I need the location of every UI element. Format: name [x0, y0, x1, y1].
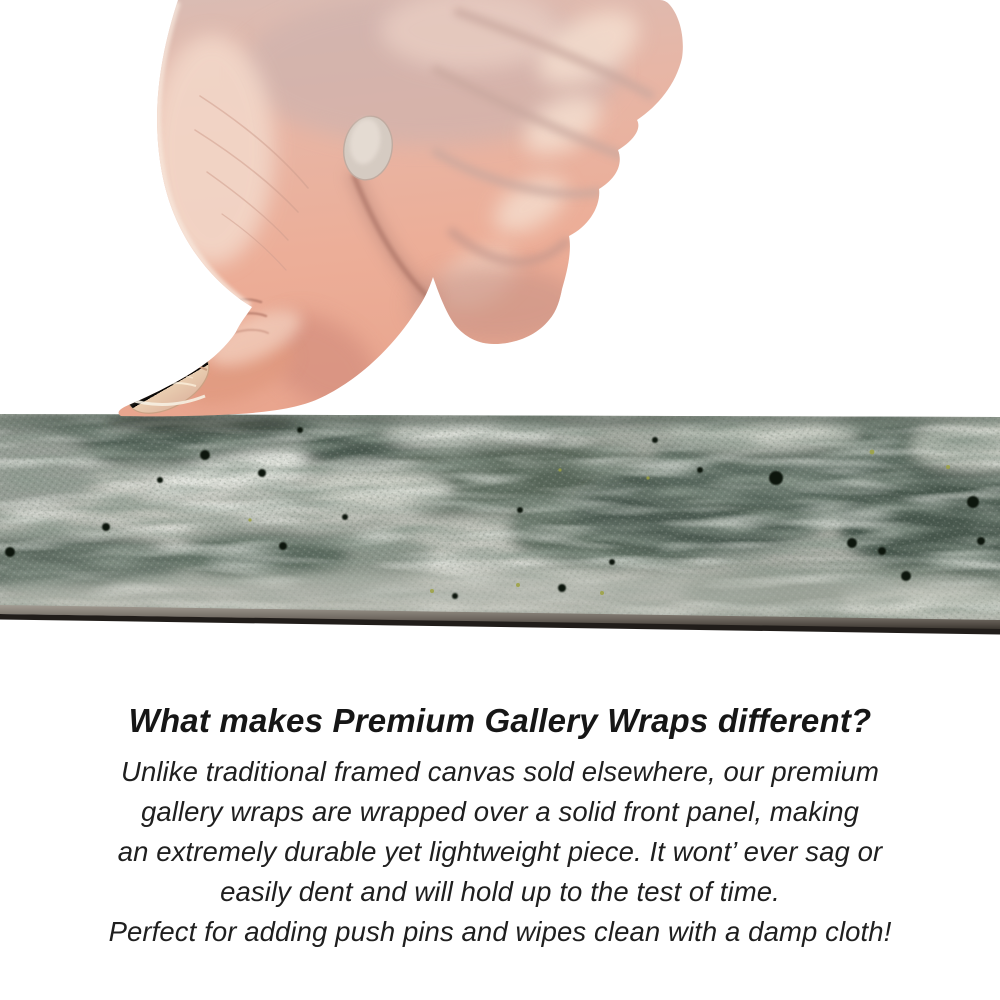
body-line: Perfect for adding push pins and wipes clean with a damp cloth! — [108, 916, 892, 947]
body-line: easily dent and will hold up to the test of time. — [220, 876, 780, 907]
thumb-contact-shadow — [105, 415, 295, 433]
marketing-copy — [0, 700, 1000, 952]
canvas-texture — [0, 410, 1000, 625]
body-line: an extremely durable yet lightweight piece. It wont’ ever sag or — [117, 836, 883, 867]
canvas-strip — [0, 410, 1000, 635]
hand-photo — [117, 0, 683, 430]
body-line: Unlike traditional framed canvas sold elsewhere, our premium — [120, 756, 879, 787]
heading: What makes Premium Gallery Wraps different? — [128, 702, 872, 739]
body-line: gallery wraps are wrapped over a solid front panel, making — [140, 796, 860, 827]
